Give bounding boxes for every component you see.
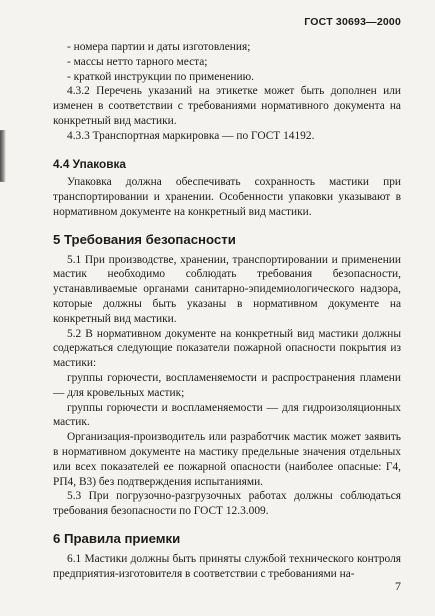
list-item-mass: - массы нетто тарного места; bbox=[67, 55, 208, 68]
binding-mark bbox=[0, 130, 6, 182]
paragraph-5-3: 5.3 При погрузочно-разгрузочных работах должны соблюдаться требования безопасности по ГОСТ 12.3.009. bbox=[53, 490, 401, 518]
paragraph-5-2-flammability-roof: группы горючести, воспламеняемости и распространения пламени — для кровельных мастик; bbox=[53, 371, 401, 399]
heading-4-4: 4.4 Упаковка bbox=[53, 156, 126, 171]
page-content bbox=[53, 40, 401, 581]
list-item-batch: - номера партии и даты изготовления; bbox=[67, 41, 251, 53]
paragraph-5-1: 5.1 При производстве, хранении, транспортировании и применении мастик необходимо соблюдать требования безопасности, устанавливаемые органами санитарно-эпидемиологического надзора, которые должны быть указаны в нормативном документе на конкретный вид мастики. bbox=[53, 253, 401, 325]
list-item-instructions: - краткой инструкции по применению. bbox=[67, 70, 254, 83]
standard-code: ГОСТ 30693—2000 bbox=[304, 16, 401, 28]
heading-6: 6 Правила приемки bbox=[53, 530, 181, 546]
paragraph-4-4: Упаковка должна обеспечивать сохранность мастики при транспортировании и хранении. Особенности упаковки указывают в нормативном документе на конкретный вид мастики. bbox=[53, 176, 401, 218]
paragraph-5-2: 5.2 В нормативном документе на конкретный вид мастики должны содержаться следующие показатели пожарной опасности покрытия из мастики: bbox=[53, 327, 401, 370]
paragraph-4-3-2: 4.3.2 Перечень указаний на этикетке может быть дополнен или изменен в соответствии с требованиями нормативного документа на конкретный вид мастики. bbox=[53, 85, 401, 127]
paragraph-5-2-flammability-waterproof: группы горючести и воспламеняемости — для гидроизоляционных мастик. bbox=[53, 401, 401, 429]
heading-5: 5 Требования безопасности bbox=[53, 231, 236, 247]
paragraph-5-2-manufacturer: Организация-производитель или разработчик мастик может заявить в нормативном документе на мастику предельные значения отдельных или всех показателей ее пожарной опасности (наиболее опасные: Г4, РП4, В3) без подтверждения испытаниями. bbox=[53, 431, 401, 488]
page-number: 7 bbox=[395, 579, 401, 593]
paragraph-6-1: 6.1 Мастики должны быть приняты службой технического контроля предприятия-изготовителя в соответствии с требованиями на- bbox=[53, 552, 401, 580]
paragraph-4-3-3: 4.3.3 Транспортная маркировка — по ГОСТ 14192. bbox=[67, 129, 315, 142]
